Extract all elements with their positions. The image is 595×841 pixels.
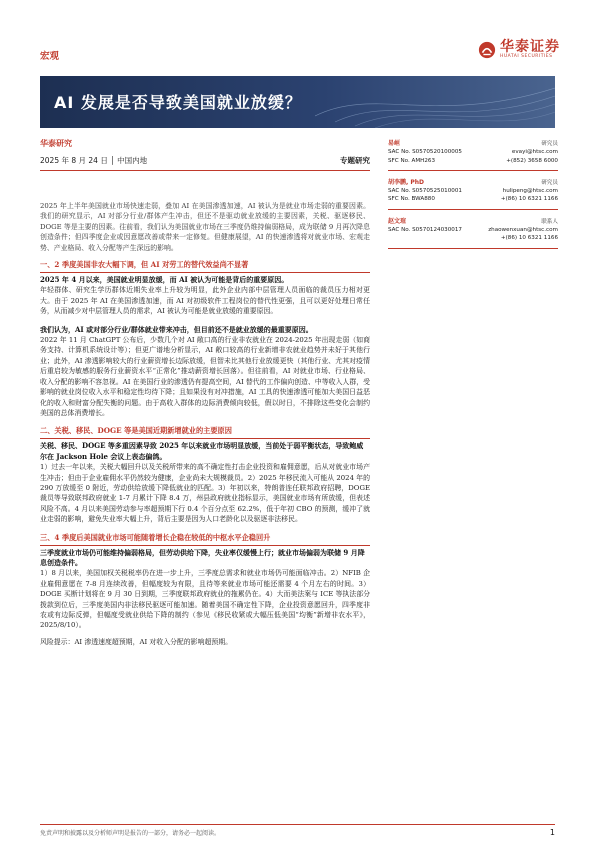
analyst-email[interactable]: hulipeng@htsc.com: [502, 188, 558, 195]
section-lead-1: 2025 年 4 月以来，美国就业明显放缓，而 AI 被认为可能是背后的重要原因。: [40, 275, 289, 285]
section-paragraph-1: 年轻群体、研究生学历群体近期失业率上升较为明显，此外企业内部中层管理人员面临的裁员压力相对更大。由于 2025 年 AI 在美国渗透加速，而 AI 对初级软件工程岗位的替代性更强，且可以更好处理日常任务，从而减少对中层管理人员的需求，AI 被认为可能是就业放缓的重要原因。: [40, 286, 370, 316]
company-logo: [478, 40, 560, 59]
analyst-phone: +(86) 10 6321 1166: [500, 196, 558, 203]
logo-name-en: HUATAI SECURITIES: [500, 54, 553, 59]
section-tag: 宏观: [40, 51, 60, 62]
analyst-sac: SAC No. S0570520100005: [388, 149, 462, 156]
section-heading-3: 三、4 季度后美国就业市场可能随着增长企稳在较低的中枢水平企稳回升: [40, 533, 370, 546]
analyst-sac: SAC No. S0570525010001: [388, 188, 462, 195]
analyst-email[interactable]: evayi@htsc.com: [511, 149, 558, 156]
report-title: AI 发展是否导致美国就业放缓？: [54, 93, 302, 112]
footer-disclaimer: 免责声明和披露以及分析师声明是报告的一部分，请务必一起阅读。: [40, 830, 221, 837]
report-date-region: 2025 年 8 月 24 日 │ 中国内地: [40, 156, 148, 165]
section-paragraph-3: 1）过去一年以来，关税大幅回升以及关税所带来的高不确定性打击企业投资和雇佣意愿，后从对就业市场产生冲击；但由于企业雇佣水平仍然较为健康，企业尚未大规模裁员。2）2025 年移民流入可能从 2024 年的 290 万放缓至 0 附近，劳动供给放缓下降低就业的匹配。3）年初以来，特朗普连任联邦政府招聘，DOGE 裁员等导致联邦政府就业 1-7 月累计下降 8.4 万，州县政府就业指标显示，美国就业市场有所放缓，但表述风险不高。4 月以来美国劳动参与率超预期下行 0.4 个百分点至 62.2%，低于年初 CBO 的预测，缓冲了就业走弱的影响，避免失业率大幅上升，背后主要是因为人口老龄化以及驱逐非法移民。: [40, 463, 370, 524]
analyst-name: 易峘: [388, 140, 401, 147]
analyst-role: 联系人: [541, 218, 558, 225]
main-column: [40, 138, 370, 647]
page-number: 1: [549, 828, 555, 837]
analyst-card: [388, 138, 558, 171]
section-heading-2: 二、关税、移民、DOGE 等是美国近期新增就业的主要原因: [40, 426, 370, 439]
analyst-name: 胡李鹏, PhD: [388, 178, 425, 186]
section-lead-4: 三季度就业市场仍可能维持偏弱格局，但劳动供给下降，失业率仅缓慢上行；就业市场偏弱为联储 9 月降息创造条件。: [40, 547, 365, 567]
section-lead-3: 关税、移民、DOGE 等多重因素导致 2025 年以来就业市场明显放缓，当前处于弱平衡状态，导致鲍威尔在 Jackson Hole 会议上表态偏鸽。: [40, 441, 364, 461]
section-heading-1: 一、2 季度美国非农大幅下调，但 AI 对劳工的替代效益尚不显著: [40, 260, 370, 273]
summary-paragraph: 2025 年上半年美国就业市场快速走弱，叠加 AI 在美国渗透加速，AI 被认为是就业市场走弱的重要因素。我们的研究显示，AI 对部分行业/群体产生冲击，但还不是驱动就业放缓的主要因素，关税、驱逐移民、DOGE 等是主要的因素。往前看，我们认为美国就业市场在三季度仍维持偏弱格局，成为联储 9 月再次降息创造条件；但四季度企业或因意愿改善或带来一定修复。但健康展望，AI 的快速渗透将对就业市场、宏观走势、产业格局、收入分配等产生深远的影响。: [40, 202, 370, 252]
banner-wave-graphic: [315, 76, 555, 128]
analyst-panel: [388, 138, 558, 251]
logo-icon: [478, 41, 496, 59]
section-paragraph-2: 2022 年 11 月 ChatGPT 公布后，少数几个对 AI 敞口高的行业非农就业在 2024-2025 年出现走弱（如商务支持、计算机系统设计等）；但更广谱地分析显示，AI 敞口较高的行业新增非农就业趋势并未好于其他行业；此外，AI 渗透影响较大的行业薪资增长边际放缓，但智未比其他行业放缓更快（其他行业、尤其对疫情后重启较为敏感的服务行业薪资水平“正常化”推动薪资增长回落）。但往前看，AI 对就业市场、行业格局、收入分配的影响不容忽视。AI 在美国行业的渗透仍有提高空间，AI 替代的工作偏向创造、中等收入人群，受影响的就业岗位收入水平和稳定性均待下降；且如果没有对冲措施，AI 工具的快速渗透可能加大美国日益恶化的收入和财富分配失衡的问题。由于高收入群体的边际消费倾向较低，假以时日，不排除这些变化会制约美国的总体消费增长。: [40, 336, 370, 417]
analyst-role: 研究员: [541, 141, 558, 147]
report-meta-row: [40, 155, 370, 171]
page-header: [40, 40, 560, 62]
research-org: 华泰研究: [40, 139, 72, 148]
logo-name-cn: 华泰证券: [500, 39, 560, 55]
section-paragraph-4: 1）8 月以来，美国加权关税税率仍在进一步上升，三季度总需求和就业市场仍可能面临冲击。2）NFIB 企业雇佣意愿在 7-8 月连续改善，但幅度较为有限，且待等来就业市场可能还需要 4 个月左右的时间。3）DOGE 买断计划将在 9 月 30 日到期，三季度联邦政府就业的拖累仍在。4）大而美法案与 ICE 等执法部分拨款到位后，三季度美国内非法移民驱逐可能加速。随着美国不确定性下降，企业投资意愿回升，四季度非农或有边际反弹，但幅度受就业供给下降的制约（参见《移民收紧或大幅压低美国“均衡”新增非农水平》，2025/8/10）。: [40, 569, 370, 630]
report-type: 专题研究: [340, 156, 370, 165]
analyst-phone: +(852) 3658 6000: [506, 157, 558, 164]
section-lead-2: 我们认为，AI 或对部分行业/群体就业带来冲击，但目前还不是就业放缓的最重要原因。: [40, 324, 313, 334]
analyst-name: 赵文瑄: [388, 217, 407, 225]
analyst-sfc: SFC No. AMH263: [388, 157, 436, 164]
analyst-email[interactable]: zhaowenxuan@htsc.com: [488, 227, 558, 234]
risk-warning: 风险提示：AI 渗透速度超预期，AI 对收入分配的影响超预期。: [40, 637, 233, 646]
analyst-sac: SAC No. S0570124030017: [388, 227, 462, 234]
title-banner: [40, 76, 555, 128]
page-footer: [40, 824, 555, 837]
analyst-role: 研究员: [541, 179, 558, 186]
analyst-phone: +(86) 10 6321 1166: [500, 235, 558, 242]
analyst-card: [388, 173, 558, 210]
analyst-card: [388, 212, 558, 249]
analyst-sfc: SFC No. BWA880: [388, 196, 435, 203]
